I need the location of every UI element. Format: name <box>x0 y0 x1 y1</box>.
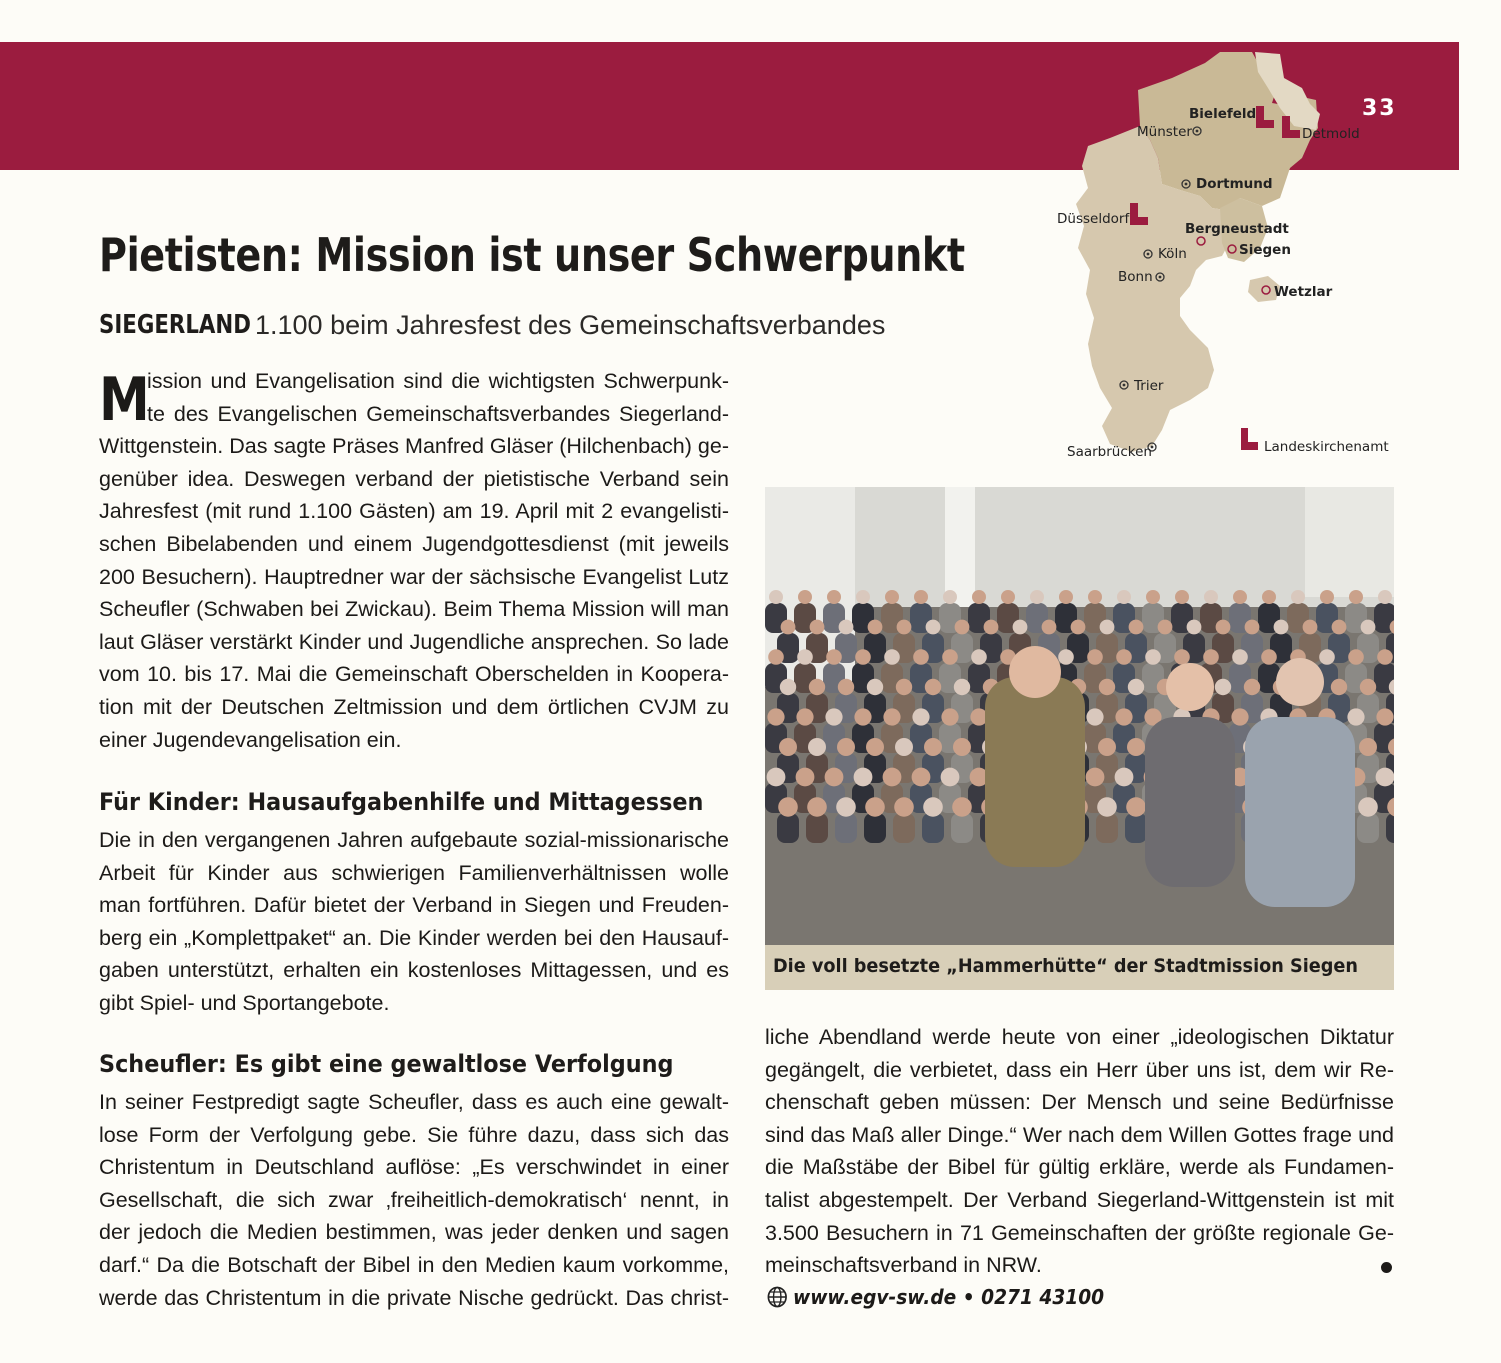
intro_rest-line: Wittgenstein. Das sagte Präses Manfred Gläser (Hilchenbach) ge- <box>99 434 729 459</box>
website-contact <box>767 1285 1104 1313</box>
section2_lines-line: In seiner Festpredigt sagte Scheufler, dass es auch eine gewalt- <box>99 1090 729 1114</box>
map-label-muenster: Münster <box>1137 124 1192 140</box>
section2-heading: Scheufler: Es gibt eine gewaltlose Verfolgung <box>99 1050 674 1078</box>
map-label-bonn: Bonn <box>1118 269 1153 285</box>
section1_lines-line: gaben unterstützt, erhalten ein kostenloses Mittagessen, und es <box>99 958 729 983</box>
intro-line: te des Evangelischen Gemeinschaftsverbandes Siegerland- <box>147 401 729 426</box>
section1_lines-line: berg ein „Komplettpaket“ an. Die Kinder werden bei den Hausauf- <box>99 925 729 950</box>
section1_lines-line: man fortführen. Dafür bietet der Verband in Siegen und Freuden- <box>99 893 729 918</box>
page-number: 33 <box>1362 96 1397 121</box>
section1_lines-line: gibt Spiel- und Sportangebote. <box>99 990 390 1015</box>
kicker <box>99 310 886 340</box>
map-label-trier: Trier <box>1134 378 1164 394</box>
map-label-saarbruecken: Saarbrücken <box>1067 444 1152 460</box>
website-link[interactable]: www.egv-sw.de • 0271 43100 <box>793 1285 1105 1309</box>
intro_rest-line: 200 Besuchern). Hauptredner war der sächsische Evangelist Lutz <box>99 564 729 589</box>
section1-body <box>99 824 729 1020</box>
intro_rest-line: Jahresfest (mit rund 1.100 Gästen) am 19. April mit 2 evangelisti- <box>99 499 729 524</box>
column2_lines-line: 3.500 Besuchern in 71 Gemeinschaften der größte regionale Ge- <box>765 1220 1394 1245</box>
column2_lines-line: gegängelt, die verbietet, dass ein Herr über uns ist, dem wir Re- <box>765 1057 1394 1082</box>
section2_lines-line: lose Form der Verfolgung gebe. Sie führe dazu, dass sich das <box>99 1122 729 1147</box>
photo-caption-text: Die voll besetzte „Hammerhütte“ der Stadtmission Siegen <box>773 955 1358 977</box>
map-label-siegen: Siegen <box>1239 242 1291 258</box>
article-headline: Pietisten: Mission ist unser Schwerpunkt <box>99 228 965 282</box>
column2_lines-line: talist abgestempelt. Der Verband Siegerland-Wittgenstein ist mit <box>765 1187 1394 1212</box>
column2_lines-line: die Maßstäbe der Bibel für gültig erkläre, werde als Fundamen- <box>765 1155 1394 1180</box>
intro_rest-line: schen Bibelabenden und einem Jugendgottesdienst (mit jeweils <box>99 531 729 556</box>
column2_lines-line: chenschaft geben müssen: Der Mensch und seine Bedürfnisse <box>765 1090 1394 1115</box>
section1_lines-line: Arbeit für Kinder aus schwierigen Familienverhältnissen wolle <box>99 860 729 885</box>
intro_rest-line: genüber idea. Deswegen verband der pietistische Verband sein <box>99 466 729 491</box>
region-label: SIEGERLAND <box>99 310 251 340</box>
section2_lines-line: werde das Christentum in die private Nische gedrückt. Das christ- <box>99 1285 729 1310</box>
map-label-dortmund: Dortmund <box>1196 176 1273 192</box>
section2_lines-line: darf.“ Da die Botschaft der Bibel in den Medien kaum vorkomme, <box>99 1252 729 1277</box>
intro_rest-line: Scheufler (Schwaben bei Zwickau). Beim Thema Mission will man <box>99 597 729 622</box>
section2_lines-line: der jedoch die Medien bestimmen, was jeder denken und sagen <box>99 1220 729 1245</box>
section2-body <box>99 1086 729 1314</box>
map-label-detmold: Detmold <box>1302 126 1360 142</box>
section1-heading: Für Kinder: Hausaufgabenhilfe und Mittagessen <box>99 788 704 816</box>
section1_lines-line: Die in den vergangenen Jahren aufgebaute sozial-missionarische <box>99 828 729 852</box>
end-mark <box>1381 1262 1392 1273</box>
intro_rest-line: tion mit der Deutschen Zeltmission und dem örtlichen CVJM zu <box>99 694 729 719</box>
map-label-koeln: Köln <box>1158 246 1187 262</box>
map-label-wetzlar: Wetzlar <box>1274 284 1333 300</box>
globe-icon <box>767 1286 787 1313</box>
column2-body <box>765 1021 1394 1282</box>
landeskirchenamt-icon-legend <box>1241 428 1258 450</box>
intro_rest-line: einer Jugendevangelisation ein. <box>99 727 402 752</box>
subheadline: 1.100 beim Jahresfest des Gemeinschaftsverbandes <box>255 310 886 340</box>
map-label-duesseldorf: Düsseldorf <box>1057 211 1130 227</box>
photo-caption <box>765 945 1394 990</box>
section2_lines-line: Gesellschaft, die sich zwar ‚freiheitlich-demokratisch‘ nennt, in <box>99 1187 729 1212</box>
map-legend-label: Landeskirchenamt <box>1264 439 1389 455</box>
dropcap: M <box>99 365 150 435</box>
column2_lines-line: liche Abendland werde heute von einer „ideologischen Diktatur <box>765 1025 1394 1049</box>
section2_lines-line: Christentum in Deutschland auflöse: „Es verschwindet in einer <box>99 1155 729 1180</box>
intro_rest-line: laut Gläser verstärkt Kinder und Jugendliche ansprechen. So lade <box>99 629 729 654</box>
intro-line: ission und Evangelisation sind die wichtigsten Schwerpunk- <box>147 369 729 393</box>
map-label-bielefeld: Bielefeld <box>1189 106 1257 122</box>
map-label-bergneustadt: Bergneustadt <box>1185 221 1289 237</box>
event-photo <box>765 487 1394 945</box>
column2_lines-line: meinschaftsverband in NRW. <box>765 1253 1042 1278</box>
intro-paragraph <box>99 365 729 756</box>
intro_rest-line: vom 10. bis 17. Mai die Gemeinschaft Oberschelden in Koopera- <box>99 662 729 687</box>
column2_lines-line: sind das Maß aller Dinge.“ Wer nach dem Willen Gottes frage und <box>765 1122 1394 1147</box>
